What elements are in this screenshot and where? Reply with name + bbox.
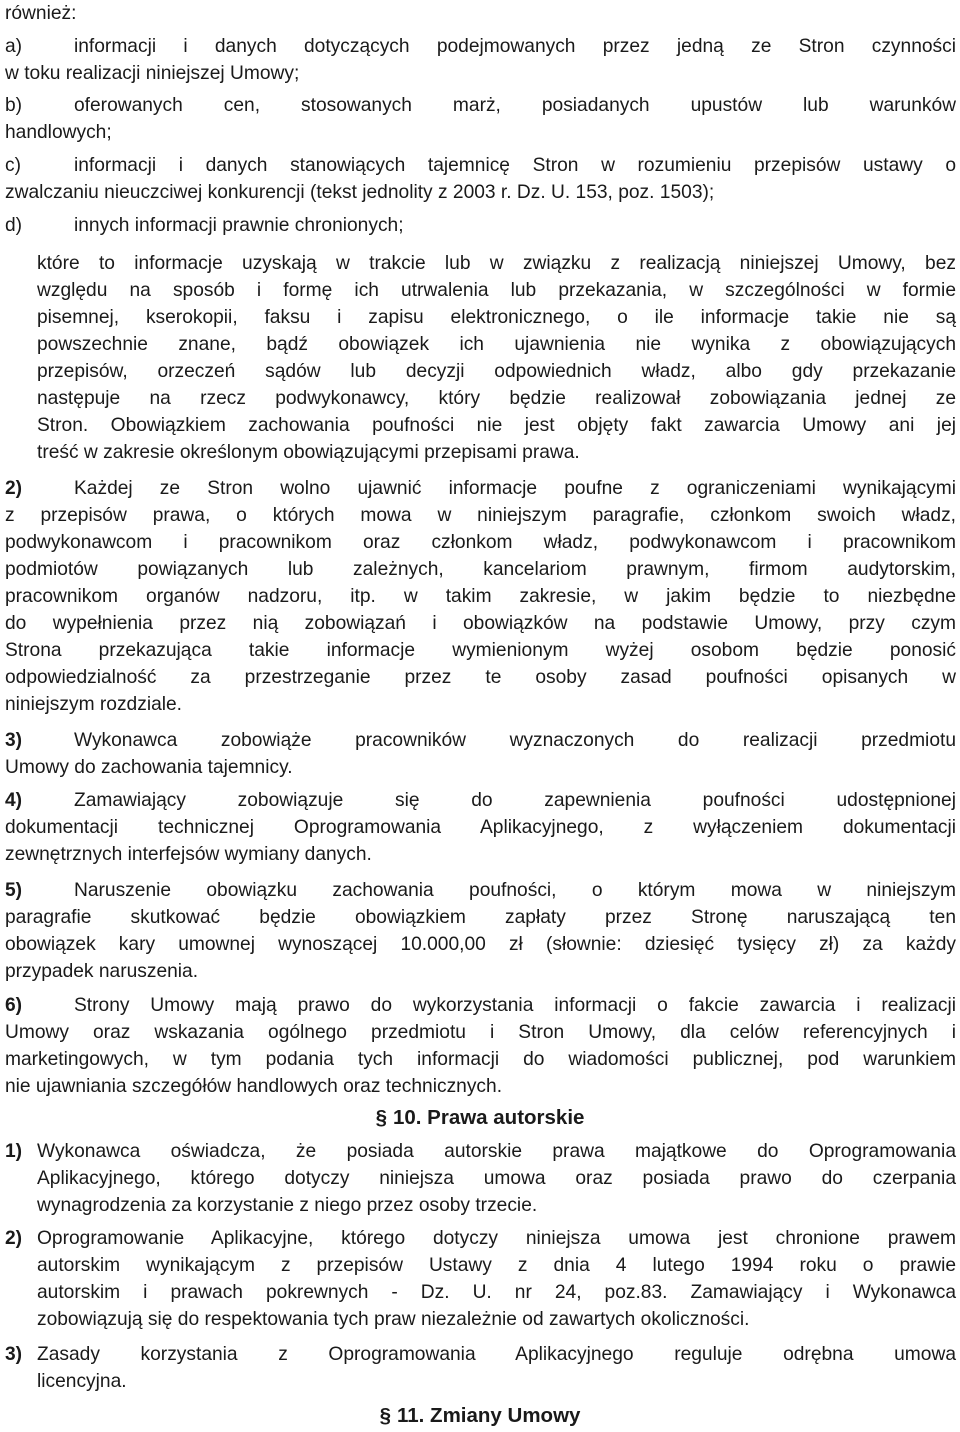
paragraph-line: zewnętrznych interfejsów wymiany danych. <box>5 844 372 865</box>
section-symbol: § <box>379 1404 391 1427</box>
list-item-a: a) informacji i danych dotyczących podejmowanych przez jedną ze Stron czynności <box>5 33 956 60</box>
paragraph-number: 5) <box>5 880 23 901</box>
paragraph-line: przypadek naruszenia. <box>5 961 199 982</box>
block-line: przepisów, orzeczeń sądów lub decyzji odpowiednich władz, albo gdy przekazanie <box>37 361 956 382</box>
item-number: 3) <box>5 1344 23 1365</box>
paragraph-4: 4) Zamawiający zobowiązuje się do zapewnienia poufności udostępnionej <box>5 787 956 814</box>
section-title: 11. Zmiany Umowy <box>396 1404 581 1427</box>
paragraph-line: z przepisów prawa, o których mowa w niniejszym paragrafie, członkom swoich władz, <box>5 505 956 526</box>
list-item-b: b) oferowanych cen, stosowanych marż, posiadanych upustów lub warunków <box>5 92 956 119</box>
paragraph-number: 6) <box>5 995 23 1016</box>
list-item-b-cont: handlowych; <box>5 122 112 143</box>
paragraph-3: 3) Wykonawca zobowiąże pracowników wyznaczonych do realizacji przedmiotu <box>5 727 956 754</box>
item-line: wynagrodzenia za korzystanie z niego przez osoby trzecie. <box>37 1195 538 1216</box>
section-10-item-1: 1) Wykonawca oświadcza, że posiada autorskie prawa majątkowe do Oprogramowania <box>5 1138 956 1165</box>
paragraph-line: Umowy oraz wskazania ogólnego przedmiotu i Stron Umowy, dla celów referencyjnych i <box>5 1022 956 1043</box>
list-label: d) <box>5 215 23 236</box>
block-line: powszechnie znane, bądź obowiązek ich ujawnienia nie wynika z obowiązujących <box>37 334 956 355</box>
block-line: następuje na rzecz podwykonawcy, który będzie realizował zobowiązania jednej ze <box>37 388 956 409</box>
list-item-c-cont: zwalczaniu nieuczciwej konkurencji (tekst jednolity z 2003 r. Dz. U. 153, poz. 1503); <box>5 182 715 203</box>
paragraph-line: niniejszym rozdziale. <box>5 694 183 715</box>
paragraph-line: Strona przekazująca takie informacje wymienionym wyżej osobom będzie ponosić <box>5 640 956 661</box>
paragraph-number: 4) <box>5 790 23 811</box>
block-line: pisemnej, kserokopii, faksu i zapisu elektronicznego, o ile informacje takie nie są <box>37 307 956 328</box>
list-item-d: d) innych informacji prawnie chronionych; <box>5 212 956 239</box>
section-title: 10. Prawa autorskie <box>392 1106 585 1129</box>
list-label: c) <box>5 155 21 176</box>
item-line: zobowiązują się do respektowania tych praw niezależnie od zawartych okoliczności. <box>37 1309 750 1330</box>
list-item-c: c) informacji i danych stanowiących tajemnicę Stron w rozumieniu przepisów ustawy o <box>5 152 956 179</box>
item-number: 1) <box>5 1141 23 1162</box>
block-line: które to informacje uzyskają w trakcie lub w związku z realizacją niniejszej Umowy, bez <box>37 253 956 274</box>
item-line: Aplikacyjnego, którego dotyczy niniejsza umowa oraz posiada prawo do czerpania <box>37 1168 956 1189</box>
section-10-item-2: 2) Oprogramowanie Aplikacyjne, którego dotyczy niniejsza umowa jest chronione prawem <box>5 1225 956 1252</box>
paragraph-line: odpowiedzialność za przestrzeganie przez te osoby zasad poufności opisanych w <box>5 667 956 688</box>
paragraph-line: podwykonawcom i pracownikom oraz członkom władz, podwykonawcom i pracownikom <box>5 532 956 553</box>
section-10-item-3: 3) Zasady korzystania z Oprogramowania Aplikacyjnego reguluje odrębna umowa <box>5 1341 956 1368</box>
paragraph-5: 5) Naruszenie obowiązku zachowania poufności, o którym mowa w niniejszym <box>5 877 956 904</box>
block-line: treść w zakresie określonym obowiązującymi przepisami prawa. <box>37 442 580 463</box>
paragraph-line: marketingowych, w tym podania tych informacji do wiadomości publicznej, pod warunkiem <box>5 1049 956 1070</box>
paragraph-2: 2) Każdej ze Stron wolno ujawnić informacje poufne z ograniczeniami wynikającymi <box>5 475 956 502</box>
paragraph-line: do wypełnienia przez nią zobowiązań i obowiązków na podstawie Umowy, przy czym <box>5 613 956 634</box>
paragraph-6: 6) Strony Umowy mają prawo do wykorzystania informacji o fakcie zawarcia i realizacji <box>5 992 956 1019</box>
item-line: licencyjna. <box>37 1371 127 1392</box>
section-11-heading <box>0 1402 960 1429</box>
paragraph-line: dokumentacji technicznej Oprogramowania Aplikacyjnego, z wyłączeniem dokumentacji <box>5 817 956 838</box>
item-line: autorskim wynikającym z przepisów Ustawy z dnia 4 lutego 1994 roku o prawie <box>37 1255 956 1276</box>
section-10-heading <box>0 1104 960 1131</box>
section-symbol: § <box>375 1106 387 1129</box>
paragraph-line: obowiązek kary umownej wynoszącej 10.000,00 zł (słownie: dziesięć tysięcy zł) za każdy <box>5 934 956 955</box>
item-line: autorskim i prawach pokrewnych - Dz. U. nr 24, poz.83. Zamawiający i Wykonawca <box>37 1282 956 1303</box>
paragraph-number: 2) <box>5 478 23 499</box>
item-number: 2) <box>5 1228 23 1249</box>
paragraph-line: paragrafie skutkować będzie obowiązkiem zapłaty przez Stronę naruszającą ten <box>5 907 956 928</box>
paragraph-line: Umowy do zachowania tajemnicy. <box>5 757 293 778</box>
paragraph-line: pracownikom organów nadzoru, itp. w takim zakresie, w jakim będzie to niezbędne <box>5 586 956 607</box>
intro-text: również: <box>5 3 77 24</box>
block-line: Stron. Obowiązkiem zachowania poufności nie jest objęty fakt zawarcia Umowy ani jej <box>37 415 956 436</box>
paragraph-line: nie ujawniania szczegółów handlowych oraz technicznych. <box>5 1076 503 1097</box>
block-line: względu na sposób i formę ich utrwalenia lub przekazania, w szczególności w formie <box>37 280 956 301</box>
list-label: a) <box>5 36 23 57</box>
list-label: b) <box>5 95 23 116</box>
paragraph-line: podmiotów powiązanych lub zależnych, kancelariom prawnym, firmom audytorskim, <box>5 559 956 580</box>
list-item-a-cont: w toku realizacji niniejszej Umowy; <box>5 63 300 84</box>
paragraph-number: 3) <box>5 730 23 751</box>
